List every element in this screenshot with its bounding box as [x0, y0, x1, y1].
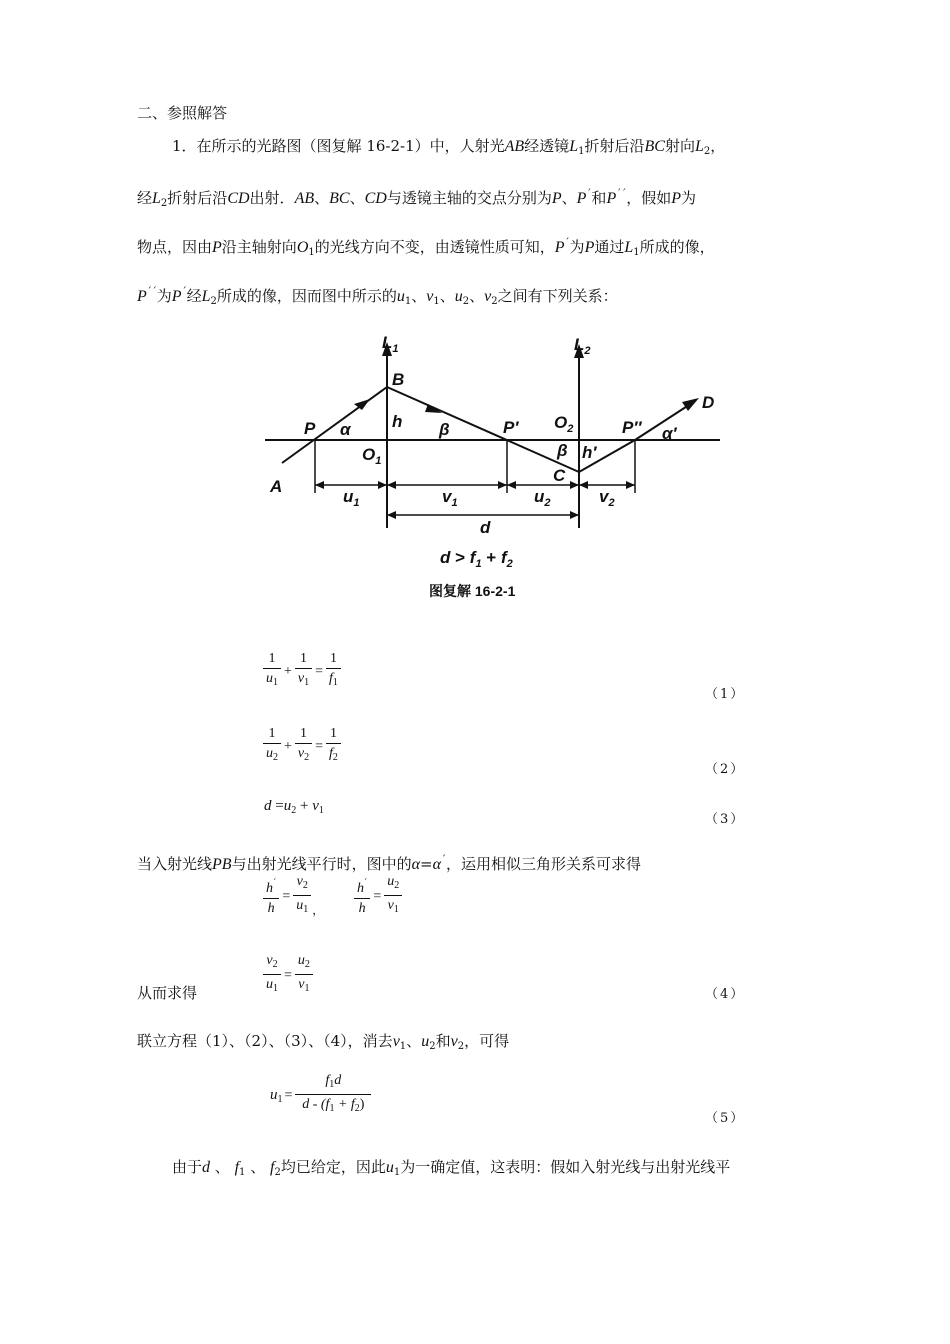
label-v2: $v_2$	[599, 487, 615, 509]
para3: 联立方程（1）、（2）、（3）、（4），消去$v_1$、$u_2$和$v_2$，可得	[137, 1032, 510, 1052]
figure-condition: $d > f_1 + f_2$	[440, 548, 513, 570]
label-l2: $L_2$	[574, 335, 591, 357]
para1-line1: 1．在所示的光路图（图复解 16-2-1）中，人射光AB经透镜$L_1$折射后沿BC射向$L_2$，	[172, 137, 726, 157]
label-p-prime: P′	[503, 418, 519, 437]
equation-1-number: （1）	[705, 687, 746, 702]
label-d-point: D	[702, 393, 715, 412]
equation-2-number: （2）	[705, 762, 746, 777]
label-h-prime: h′	[582, 443, 597, 462]
equation-5: $u_1$ = $\frac{f_1d}{d - (f_1 + f_2)}$	[270, 1072, 372, 1119]
para2: 当入射光线PB与出射光线平行时，图中的α=α´，运用相似三角形关系可求得	[137, 855, 641, 873]
para4: 由于d 、 $f_1$ 、 $f_2$均已给定，因此$u_1$为一确定值，这表明：假如入射光线与出射光线平	[172, 1158, 731, 1178]
equation-4-number: （4）	[705, 987, 746, 1002]
equation-3-number: （3）	[705, 812, 746, 827]
ray-d-arrowhead	[682, 398, 699, 411]
para1-line3: 物点，因由P沿主轴射向$O_1$的光线方向不变，由透镜性质可知，P´为P通过$L_1$所成的像，	[137, 238, 715, 258]
para1-line2: 经$L_2$折射后沿CD出射．AB、BC、CD与透镜主轴的交点分别为P、P´和P´´，假如P为	[137, 189, 697, 209]
label-c: C	[553, 466, 566, 485]
equation-3: $d =u_2 + v_1$	[264, 798, 324, 816]
label-beta2: β	[557, 441, 568, 460]
equation-1: $\frac{1}{u_1}$ + $\frac{1}{v_1}$ = $\frac{1}{f_1}$	[262, 650, 342, 693]
label-p: P	[304, 419, 316, 438]
label-beta: β	[439, 420, 450, 439]
para1-line4: P´´为P´经$L_2$所成的像，因而图中所示的$u_1$、$v_1$、$u_2$、$v_2$之间有下列关系：	[137, 287, 618, 307]
figure-caption: 图复解 16-2-1	[429, 583, 516, 599]
label-alpha: α	[340, 420, 351, 439]
ray-bc-arrowhead	[425, 404, 442, 413]
label-d: d	[480, 518, 491, 537]
label-alpha-prime: α′	[662, 424, 677, 443]
label-a: A	[270, 477, 283, 496]
label-u1: $u_1$	[343, 487, 360, 509]
section-heading: 二、参照解答	[137, 104, 228, 122]
equation-4: $\frac{v_2}{u_1}$ = $\frac{u_2}{v_1}$	[262, 952, 314, 999]
ratio-h-2: $\frac{h^´}{h}$ = $\frac{u_2}{v_1}$	[353, 873, 403, 920]
label-h: h	[392, 412, 403, 431]
label-v1: $v_1$	[442, 487, 458, 509]
label-u2: $u_2$	[534, 487, 551, 509]
label-b: B	[392, 370, 405, 389]
equation-2: $\frac{1}{u_2}$ + $\frac{1}{v_2}$ = $\frac{1}{f_2}$	[262, 725, 342, 768]
ratio-h: $\frac{h^´}{h}$ = $\frac{v_2}{u_1}$ $_,$	[262, 873, 324, 920]
equation-5-number: （5）	[705, 1111, 746, 1126]
label-l1: $L_1$	[382, 333, 399, 355]
label-p-double-prime: P″	[622, 418, 642, 437]
label-o2: $O_2$	[554, 413, 574, 435]
eq4-label: 从而求得	[137, 984, 198, 1002]
ray-bc	[387, 387, 579, 472]
label-o1: $O_1$	[362, 445, 382, 467]
optics-diagram	[262, 330, 722, 605]
